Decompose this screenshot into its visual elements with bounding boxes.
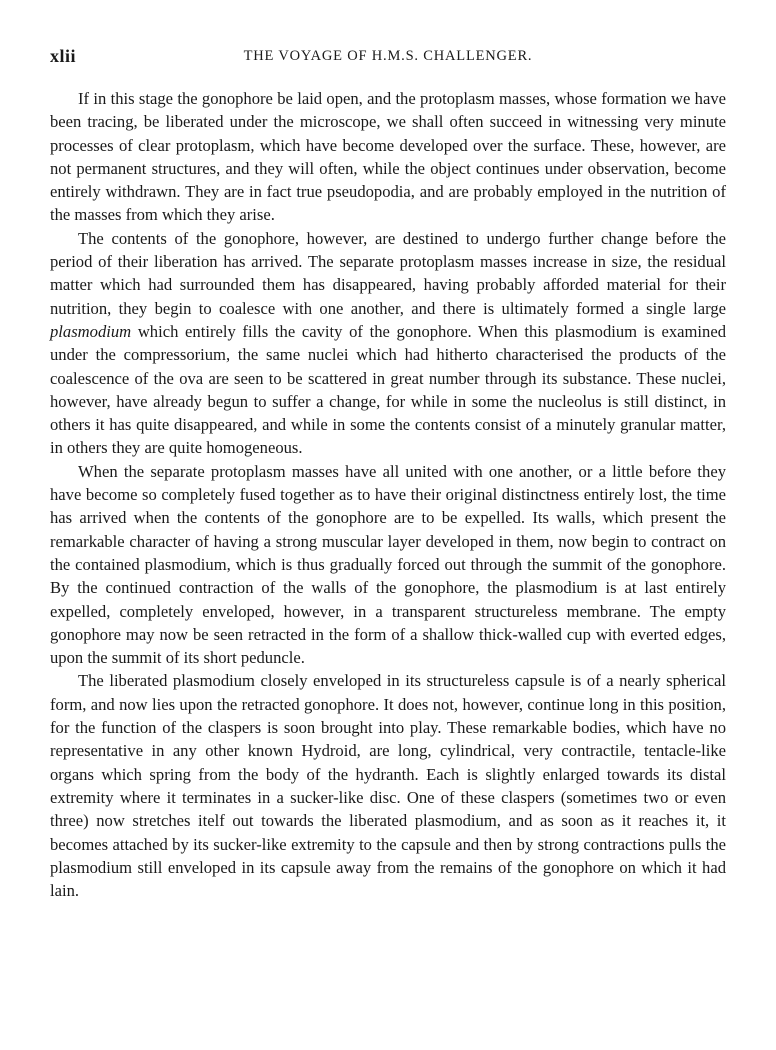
paragraph-2 [50,227,726,460]
paragraph-2-text-after: which entirely fills the cavity of the gonophore. When this plasmodium is examined under the compressorium, the same nuclei which had hitherto characterised the products of the coalescence of the ova are seen to be scattered in great number through its substance. These nuclei, however, have already begun to suffer a change, for while in some the nucleolus is still distinct, in others it has quite disappeared, and while in some the contents consist of a minutely granular matter, in others they are quite homogeneous. [50,321,726,458]
paragraph-4: The liberated plasmodium closely enveloped in its structureless capsule is of a nearly spherical form, and now lies upon the retracted gonophore. It does not, however, continue long in this position, for the function of the claspers is soon brought into play. These remarkable bodies, which have no representative in any other known Hydroid, are long, cylindrical, very contractile, tentacle-like organs which spring from the body of the hydranth. Each is slightly enlarged towards its distal extremity where it terminates in a sucker-like disc. One of these claspers (sometimes two or even three) now stretches itelf out towards the liberated plasmodium, and as soon as it reaches it, it becomes attached by its sucker-like extremity to the capsule and then by strong contractions pulls the plasmodium still enveloped in its capsule away from the remains of the gonophore on which it had lain. [50,671,726,901]
paragraph-1: If in this stage the gonophore be laid open, and the protoplasm masses, whose formation we have been tracing, be liberated under the microscope, we shall often succeed in witnessing very minute processes of clear protoplasm, which have become developed over the surface. These, however, are not permanent structures, and they will often, while the object continues under observation, become entirely withdrawn. They are in fact true pseudopodia, and are probably employed in the nutrition of the masses from which they arise. [50,89,726,225]
running-title: THE VOYAGE OF H.M.S. CHALLENGER. [243,48,533,64]
page-header [50,46,726,70]
page-number: xlii [50,46,77,66]
paragraph-3: When the separate protoplasm masses have all united with one another, or a little before they have become so completely fused together as to have their original distinctness entirely lost, the time has arrived when the contents of the gonophore are to be expelled. Its walls, which present the remarkable character of having a strong muscular layer developed in them, now begin to contract on the contained plasmodium, which is thus gradually forced out through the summit of the gonophore. By the continued contraction of the walls of the gonophore, the plasmodium is at last entirely expelled, completely enveloped, however, in a transparent structureless membrane. The empty gonophore may now be seen retracted in the form of a shallow thick-walled cup with everted edges, upon the summit of its short peduncle. [50,461,726,668]
body-text [50,87,726,902]
plasmodium-italic-term: plasmodium [50,321,132,341]
paragraph-2-text-before: The contents of the gonophore, however, are destined to undergo further change before the period of their liberation has arrived. The separate protoplasm masses increase in size, the residual matter which had surrounded them has disappeared, having probably afforded material for their nutrition, they begin to coalesce with one another, and there is ultimately formed a single large [50,228,726,318]
